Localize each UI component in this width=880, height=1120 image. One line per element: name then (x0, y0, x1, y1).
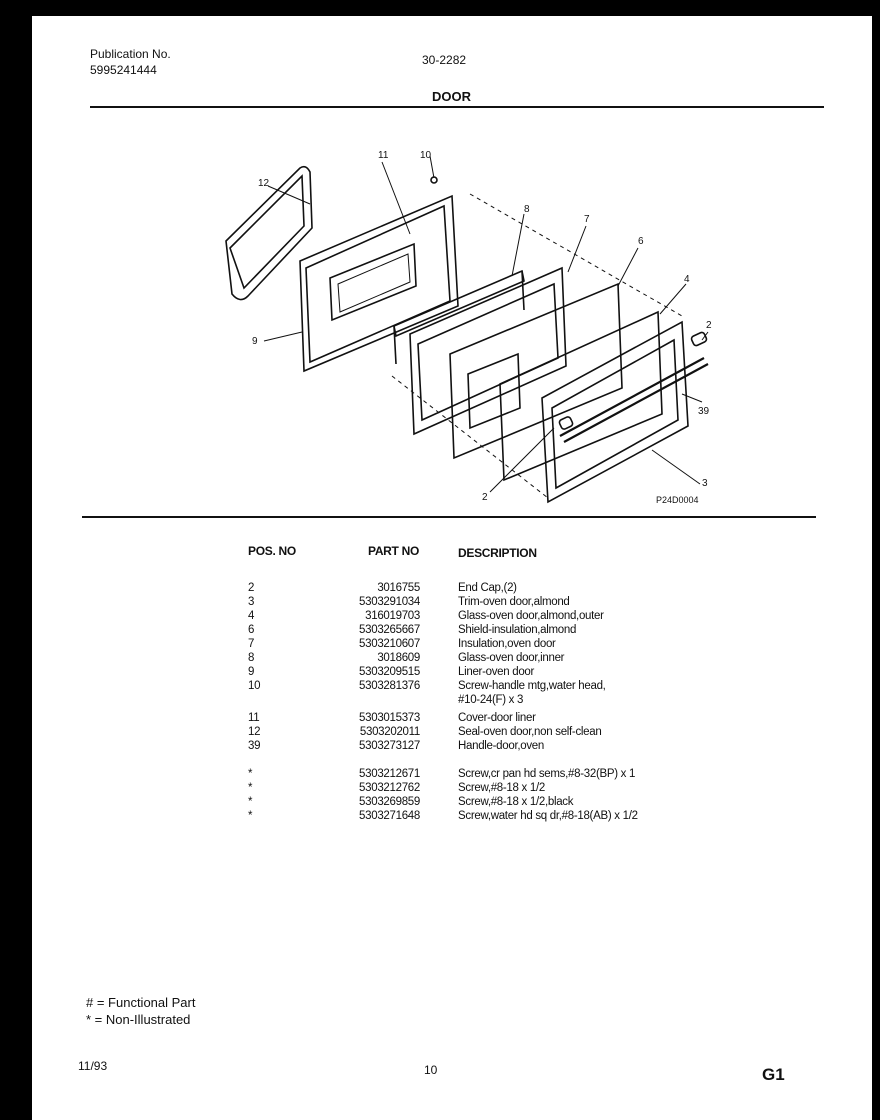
row-description: Cover-door liner (458, 712, 536, 724)
row-description: Insulation,oven door (458, 638, 556, 650)
callout-2-lower: 2 (482, 492, 488, 503)
row-pos: * (248, 782, 253, 794)
row-pos: 12 (248, 726, 261, 738)
publication-label: Publication No. (90, 47, 171, 61)
callout-2-upper: 2 (706, 320, 712, 331)
row-part-no: 5303212671 (359, 768, 420, 780)
row-pos: 6 (248, 624, 255, 636)
row-description: Handle-door,oven (458, 740, 544, 752)
section-title: DOOR (432, 89, 471, 104)
row-part-no: 5303273127 (359, 740, 420, 752)
outer-glass-shape (500, 312, 662, 480)
footer-date: 11/93 (78, 1059, 108, 1073)
row-description: Trim-oven door,almond (458, 596, 570, 608)
row-description: Shield-insulation,almond (458, 624, 577, 636)
row-part-no: 5303202011 (359, 726, 420, 738)
row-pos: 9 (248, 666, 255, 678)
row-pos: * (248, 810, 253, 822)
callout-9: 9 (252, 336, 258, 347)
callout-4: 4 (684, 274, 690, 285)
callout-12: 12 (258, 178, 270, 189)
legend-non-illustrated: * = Non-Illustrated (86, 1012, 191, 1027)
table-row (248, 726, 868, 740)
row-description: Glass-oven door,almond,outer (458, 610, 604, 622)
row-part-no: 5303291034 (359, 596, 420, 608)
exploded-door-diagram (182, 136, 742, 516)
callout-10: 10 (420, 150, 432, 161)
table-row (248, 740, 868, 754)
row-part-no: 5303281376 (359, 680, 420, 692)
end-cap-shape (691, 332, 708, 347)
callout-8: 8 (524, 204, 530, 215)
table-row (248, 712, 868, 726)
row-description: Screw,#8-18 x 1/2 (458, 782, 545, 794)
row-part-no: 5303269859 (359, 796, 420, 808)
row-description: Screw-handle mtg,water head, (458, 680, 606, 692)
table-row (248, 596, 868, 610)
header-part-no: PART NO (368, 544, 420, 558)
row-description: Glass-oven door,inner (458, 652, 565, 664)
row-pos: * (248, 796, 253, 808)
table-row (248, 638, 868, 652)
callout-7: 7 (584, 214, 590, 225)
shield-shape (450, 284, 622, 458)
row-part-no: 5303265667 (359, 624, 420, 636)
model-number: 30-2282 (422, 53, 467, 67)
table-row (248, 610, 868, 624)
callout-6: 6 (638, 236, 644, 247)
row-description: Screw,#8-18 x 1/2,black (458, 796, 574, 808)
row-part-no: 5303212762 (359, 782, 420, 794)
parts-sheet (32, 16, 872, 1120)
row-description: #10-24(F) x 3 (458, 694, 524, 706)
row-pos: 10 (248, 680, 261, 692)
row-pos: 39 (248, 740, 261, 752)
table-row (248, 810, 868, 824)
row-description: Screw,cr pan hd sems,#8-32(BP) x 1 (458, 768, 636, 780)
header-rule (90, 106, 824, 108)
row-part-no: 5303209515 (359, 666, 420, 678)
header-description: DESCRIPTION (458, 546, 537, 560)
row-part-no: 3016755 (377, 582, 420, 594)
row-pos: 11 (248, 712, 260, 724)
diagram-rule (82, 516, 816, 518)
drawing-code: P24D0004 (656, 495, 699, 505)
legend-functional: # = Functional Part (86, 995, 196, 1010)
table-row (248, 796, 868, 810)
publication-number: 5995241444 (90, 63, 157, 77)
table-row (248, 582, 868, 596)
table-row (248, 694, 868, 708)
row-pos: 7 (248, 638, 255, 650)
row-description: End Cap,(2) (458, 582, 517, 594)
row-pos: 2 (248, 582, 255, 594)
table-row (248, 666, 868, 680)
footer-page-number: 10 (424, 1063, 438, 1077)
row-pos: 8 (248, 652, 255, 664)
footer-code: G1 (762, 1065, 785, 1084)
callout-11: 11 (378, 150, 389, 161)
row-description: Screw,water hd sq dr,#8-18(AB) x 1/2 (458, 810, 638, 822)
header-pos-no: POS. NO (248, 544, 296, 558)
row-pos: 4 (248, 610, 255, 622)
liner-shape (300, 196, 458, 371)
row-part-no: 316019703 (365, 610, 420, 622)
table-row (248, 652, 868, 666)
row-part-no: 5303015373 (359, 712, 420, 724)
table-row (248, 782, 868, 796)
row-pos: 3 (248, 596, 255, 608)
table-row (248, 624, 868, 638)
row-description: Seal-oven door,non self-clean (458, 726, 602, 738)
table-row (248, 680, 868, 694)
parts-table (248, 544, 880, 844)
callout-3: 3 (702, 478, 708, 489)
table-row (248, 768, 868, 782)
row-description: Liner-oven door (458, 666, 535, 678)
row-part-no: 3018609 (377, 652, 420, 664)
row-part-no: 5303271648 (359, 810, 420, 822)
row-part-no: 5303210607 (359, 638, 420, 650)
callout-39: 39 (698, 406, 710, 417)
row-pos: * (248, 768, 253, 780)
